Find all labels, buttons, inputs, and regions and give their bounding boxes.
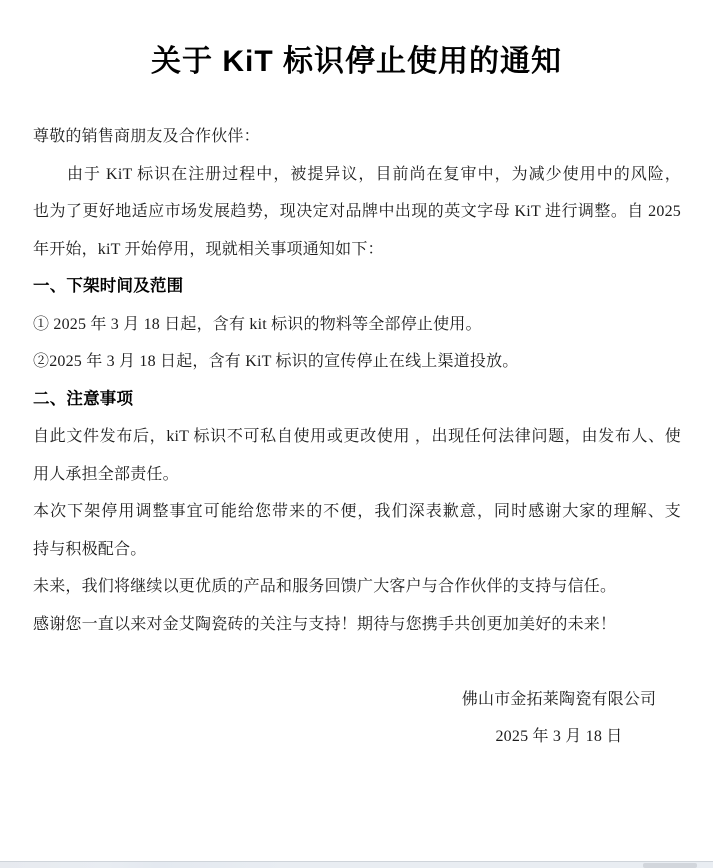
section-heading-2: 二、注意事项	[33, 389, 134, 408]
horizontal-scrollbar[interactable]	[0, 861, 713, 868]
document-body	[33, 118, 681, 756]
paragraph-line: 年开始，kiT 开始停用，现就相关事项通知如下：	[33, 240, 384, 258]
signature-company: 佛山市金拓莱陶瓷有限公司	[461, 690, 657, 708]
paragraph-line: 本次下架停用调整事宜可能给您带来的不便，我们深表歉意，同时感谢大家的理解、支	[33, 503, 681, 520]
section-heading-1: 一、下架时间及范围	[33, 277, 184, 295]
list-item-1: ① 2025 年 3 月 18 日起，含有 kit 标识的物料等全部停止使用。	[33, 315, 482, 333]
document-title: 关于 KiT 标识停止使用的通知	[151, 45, 562, 78]
paragraph-line: 由于 KiT 标识在注册过程中，被提异议，目前尚在复审中，为减少使用中的风险，	[67, 165, 681, 183]
signature-block	[431, 681, 687, 756]
paragraph-line: 自此文件发布后，kiT 标识不可私自使用或更改使用 ，出现任何法律问题，由发布人、使	[33, 428, 681, 445]
signature-date: 2025 年 3 月 18 日	[495, 728, 623, 745]
list-item-2: ②2025 年 3 月 18 日起，含有 KiT 标识的宣传停止在线上渠道投放。	[33, 353, 519, 370]
paragraph-line: 未来，我们将继续以更优质的产品和服务回馈广大客户与合作伙伴的支持与信任。	[33, 578, 617, 595]
paragraph-line: 感谢您一直以来对金艾陶瓷砖的关注与支持！期待与您携手共创更加美好的未来！	[33, 615, 617, 633]
paragraph-line: 持与积极配合。	[33, 540, 147, 558]
paragraph-line: 也为了更好地适应市场发展趋势，现决定对品牌中出现的英文字母 KiT 进行调整。自 2025	[33, 203, 681, 220]
paragraph-line: 用人承担全部责任。	[33, 465, 179, 483]
salutation: 尊敬的销售商朋友及合作伙伴：	[33, 128, 260, 145]
horizontal-scrollbar-thumb[interactable]	[643, 863, 697, 868]
